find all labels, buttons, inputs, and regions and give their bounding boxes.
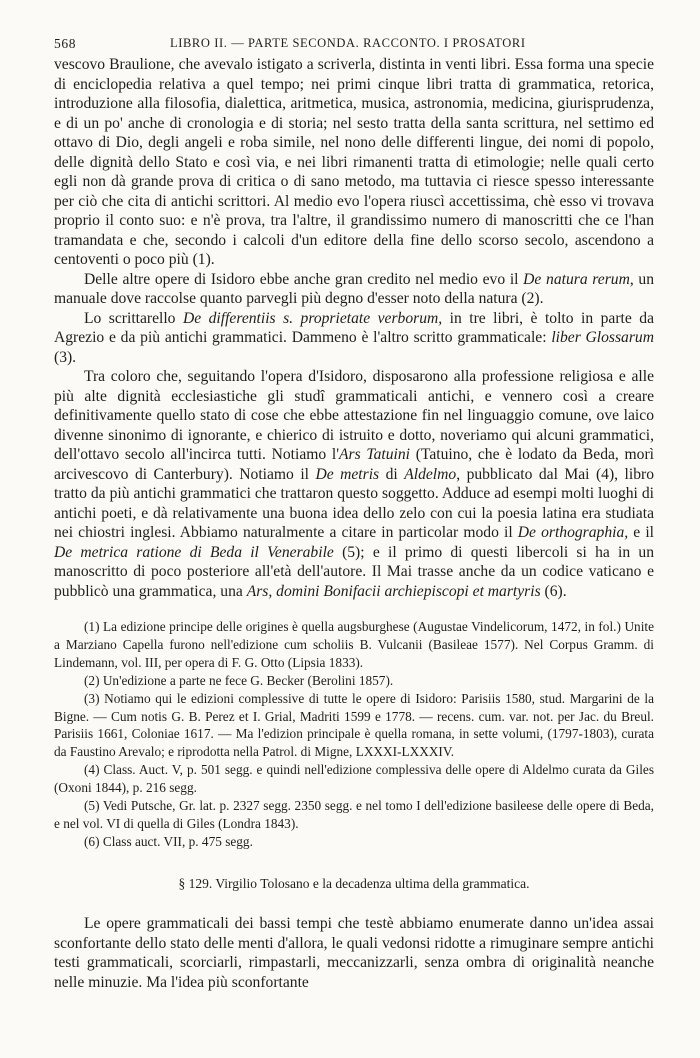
paragraph-3 — [54, 309, 654, 368]
text-run: in tre libri, è tolto in parte da Agrezio e da più antichi grammatici. Dammeno è l'altro scritto grammaticale: — [54, 309, 654, 346]
paragraph-4 — [54, 367, 654, 601]
footnote-5: (5) Vedi Putsche, Gr. lat. p. 2327 segg. 2350 segg. e nel tomo I dell'edizione basileese delle opere di Beda, e nel vol. VI di quella di Giles (Londra 1843). — [54, 798, 654, 831]
closing-paragraph: Le opere grammaticali dei bassi tempi che testè abbiamo enumerate danno un'idea assai sconfortante dello stato delle menti d'allora, le quali vedonsi ridotte a rimuginare sempre antichi testi grammaticali, scorciarli, rimpastarli, meccanizzarli, senza ombra di originalità neanche nelle minuzie. Ma l'idea più sconfortante — [54, 915, 654, 991]
title-italic: De metris — [315, 465, 380, 483]
footnote-3: (3) Notiamo qui le edizioni complessive di tutte le opere di Isidoro: Parisiis 1580, stud. Margarini de la Bigne. — Cum notis G. B. Perez et I. Grial, Madriti 1599 e 1778. — recens. cum. var. not. per Jac. du Breul. Parisiis 1661, Coloniae 1617. — Ma l'edizion principale è quella romana, in sette volumi, (1797-1803), curata da Faustino Arevalo; e riprodotta nella Patrol. di Migne, LXXXI-LXXXIV. — [54, 690, 654, 760]
footnote-2: (2) Un'edizione a parte ne fece G. Becker (Berolini 1857). — [84, 672, 394, 688]
text-run: Lo scrittarello — [84, 309, 183, 327]
text-run: e il — [628, 524, 655, 541]
text-run: (5); e il primo di questi libercoli si ha in un manoscritto di poco posteriore all'età dell'autore. Il Mai trasse anche da un codice vaticano e pubblicò una grammatica, una — [54, 543, 654, 600]
title-italic: Aldelmo — [404, 465, 457, 483]
main-text — [54, 55, 654, 601]
footnote-4: (4) Class. Auct. V, p. 501 segg. e quindi nell'edizione complessiva delle opere di Aldelmo curata da Giles (Oxoni 1844), p. 216 segg. — [54, 762, 654, 796]
title-italic: De natura rerum — [523, 270, 630, 288]
text-run: Tra coloro che, seguitando l'opera d'Isidoro, disposarono alla professione religiosa e alle più alte dignità ecclesiastiche gli studî grammaticali antichi, e vennero così a creare definitivamente quello stato di cose che ebbe attestazione fin nel linguaggio comune, ove laico divenne sinonimo di ignorante, e chierico di istruito e dotto, noveriamo qui alcuni grammatici, dell'ottavo secolo all'incirca tutti. Notiamo l' — [54, 368, 654, 463]
text-run: di — [379, 465, 405, 483]
title-italic: De differentiis s. proprietate verborum, — [182, 309, 443, 327]
title-italic: Ars, domini Bonifacii archiepiscopi et martyris — [246, 582, 541, 600]
page-number: 568 — [54, 36, 77, 51]
text-run: (6). — [540, 582, 567, 600]
section-heading: § 129. Virgilio Tolosano e la decadenza ultima della grammatica. — [178, 876, 530, 891]
footnotes — [54, 618, 654, 851]
title-italic: Ars Tatuini — [339, 446, 410, 463]
footnote-1: (1) La edizione principe delle origines è quella augsburghese (Augustae Vindelicorum, 1472, in fol.) Unite a Marziano Capella furono nell'edizione cum scholiis B. Vulcanii (Basileae 1577). Nel Corpus Gramm. di Lindemann, vol. III, per opera di F. G. Otto (Lipsia 1833). — [54, 619, 654, 670]
title-italic: De metrica ratione di Beda il Venerabile — [54, 543, 334, 561]
title-italic: De orthographia, — [517, 524, 629, 541]
text-run: (3). — [54, 348, 77, 366]
footnote-6: (6) Class auct. VII, p. 475 segg. — [84, 833, 253, 849]
text-run: , pubblicato dal Mai (4), libro tratto da più antichi grammatici che trattaron questo soggetto. Adduce ad esempi molti luoghi di antichi poeti, e dà relativamente una buona idea dello zelo con cui la poesia latina era studiata nei chiostri inglesi. Abbiamo naturalmente a citare in particolar modo il — [54, 465, 654, 541]
text-run: Delle altre opere di Isidoro ebbe anche gran credito nel medio evo il — [84, 270, 524, 288]
closing-text — [54, 914, 654, 992]
paragraph-2 — [54, 270, 654, 309]
running-title: LIBRO II. — PARTE SECONDA. RACCONTO. I PROSATORI — [170, 36, 526, 50]
paragraph-1: vescovo Braulione, che avevalo istigato a scriverla, distinta in venti libri. Essa forma una specie di enciclopedia relativa a quel tempo; nei primi cinque libri tratta di grammatica, retorica, introduzione alla filosofia, dialettica, aritmetica, musica, astronomia, medicina, giurisprudenza, e di un po' anche di cronologia e di storia; nel sesto tratta della santa scrittura, nel settimo ed ottavo di Dio, degli angeli e roba simile, nel nono delle differenti lingue, dei nomi di popolo, delle dignità dello Stato e così via, e nei libri rimanenti tratta di etimologie; nelle quali certo egli non dà grande prova di critica o di sano metodo, ma tuttavia ci riesce spesso interessante per ciò che cita di antichi scrittori. Al medio evo l'opera riuscì accettissima, chè esso vi trovava proprio il conto suo: e n'è prova, tra l'altre, il grandissimo numero di manoscritti che ce l'han tramandata e che, secondo i calcoli d'un editore della fine dello scorso secolo, ascendono a centoventi o poco più (1). — [54, 56, 654, 268]
text-run: (Tatuino, che è lodato da Beda, morì arcivescovo di Canterbury). Notiamo il — [54, 446, 654, 483]
text-run: , un manuale dove raccolse quanto parvegli più degno d'esser noto della natura (2). — [54, 270, 654, 307]
title-italic: liber Glossarum — [551, 329, 654, 346]
